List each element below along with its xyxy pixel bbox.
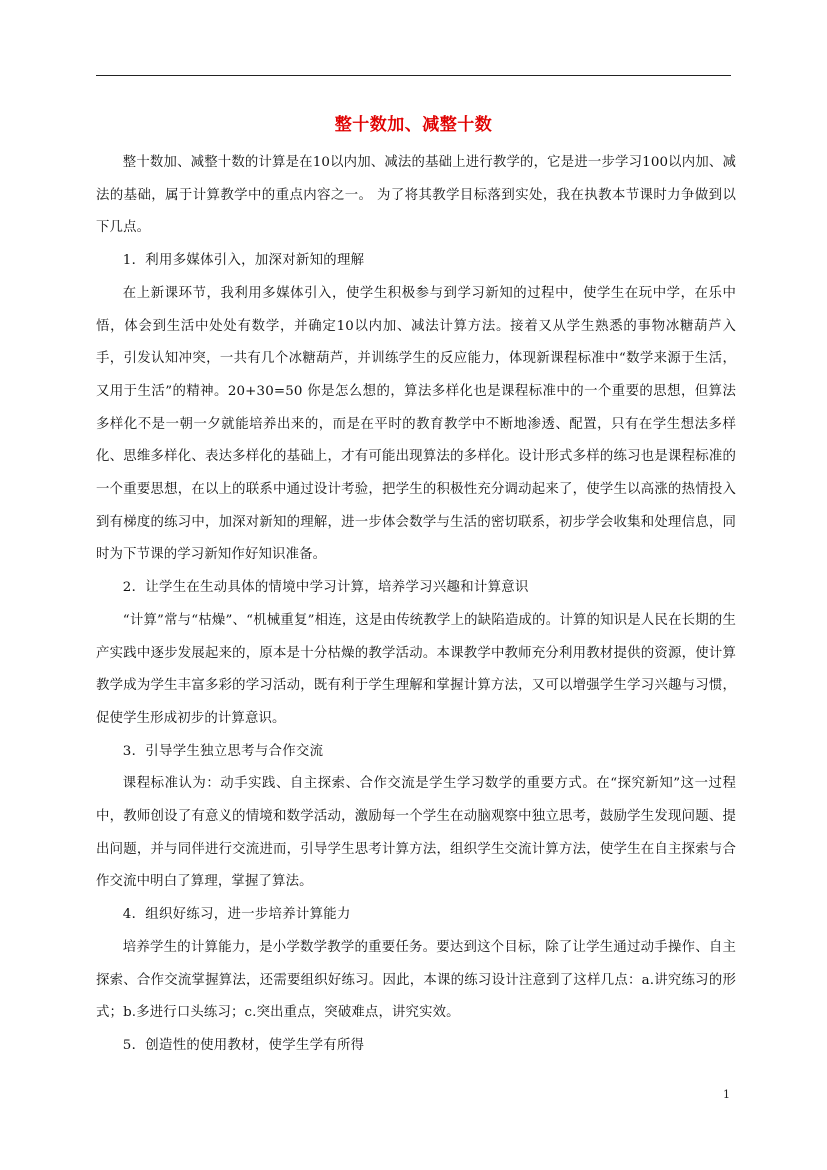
section-heading-2: 2．让学生在生动具体的情境中学习计算，培养学习兴趣和计算意识	[122, 580, 529, 596]
document-title: 整十数加、减整十数	[334, 115, 493, 135]
section-heading-3: 3．引导学生独立思考与合作交流	[122, 743, 324, 759]
section-heading-1: 1．利用多媒体引入，加深对新知的理解	[122, 253, 365, 269]
section-heading-5: 5．创造性的使用教材，使学生学有所得	[122, 1037, 365, 1053]
section-heading-4: 4．组织好练习，进一步培养计算能力	[122, 907, 351, 923]
header-rule	[96, 75, 731, 76]
intro-paragraph: 整十数加、减整十数的计算是在10以内加、减法的基础上进行教学的，它是进一步学习100以内加、减法的基础，属于计算教学中的重点内容之一。 为了将其教学目标落到实处，我在执教本节课时力争做到以下几点。	[96, 155, 736, 236]
document-body	[96, 147, 736, 1063]
section-paragraph-2: “计算”常与“枯燥”、“机械重复”相连，这是由传统教学上的缺陷造成的。计算的知识是人民在长期的生产实践中逐步发展起来的，原本是十分枯燥的教学活动。本课教学中教师充分利用教材提供的资源，使计算教学成为学生丰富多彩的学习活动，既有利于学生理解和掌握计算方法，又可以增强学生学习兴趣与习惯，促使学生形成初步的计算意识。	[96, 612, 736, 726]
section-paragraph-3: 课程标准认为：动手实践、自主探索、合作交流是学生学习数学的重要方式。在“探究新知”这一过程中，教师创设了有意义的情境和数学活动，激励每一个学生在动脑观察中独立思考，鼓励学生发现问题、提出问题，并与同伴进行交流进而，引导学生思考计算方法，组织学生交流计算方法，使学生在自主探索与合作交流中明白了算理，掌握了算法。	[96, 776, 736, 890]
section-paragraph-4: 培养学生的计算能力，是小学数学教学的重要任务。要达到这个目标，除了让学生通过动手操作、自主探索、合作交流掌握算法，还需要组织好练习。因此，本课的练习设计注意到了这样几点：a.讲究练习的形式；b.多进行口头练习；c.突出重点，突破难点，讲究实效。	[96, 939, 736, 1021]
page-number: 1	[723, 1088, 730, 1101]
section-paragraph-1: 在上新课环节，我利用多媒体引入，使学生积极参与到学习新知的过程中，使学生在玩中学，在乐中悟，体会到生活中处处有数学，并确定10以内加、减法计算方法。接着又从学生熟悉的事物冰糖葫芦入手，引发认知冲突，一共有几个冰糖葫芦，并训练学生的反应能力，体现新课程标准中“数学来源于生活，又用于生活”的精神。20+30=50 你是怎么想的，算法多样化也是课程标准中的一个重要的思想，但算法多样化不是一朝一夕就能培养出来的，而是在平时的教育教学中不断地渗透、配置，只有在学生想法多样化、思维多样化、表达多样化的基础上，才有可能出现算法的多样化。设计形式多样的练习也是课程标准的一个重要思想，在以上的联系中通过设计考验，把学生的积极性充分调动起来了，使学生以高涨的热情投入到有梯度的练习中，加深对新知的理解，进一步体会数学与生活的密切联系，初步学会收集和处理信息，同时为下节课的学习新知作好知识准备。	[96, 285, 736, 563]
